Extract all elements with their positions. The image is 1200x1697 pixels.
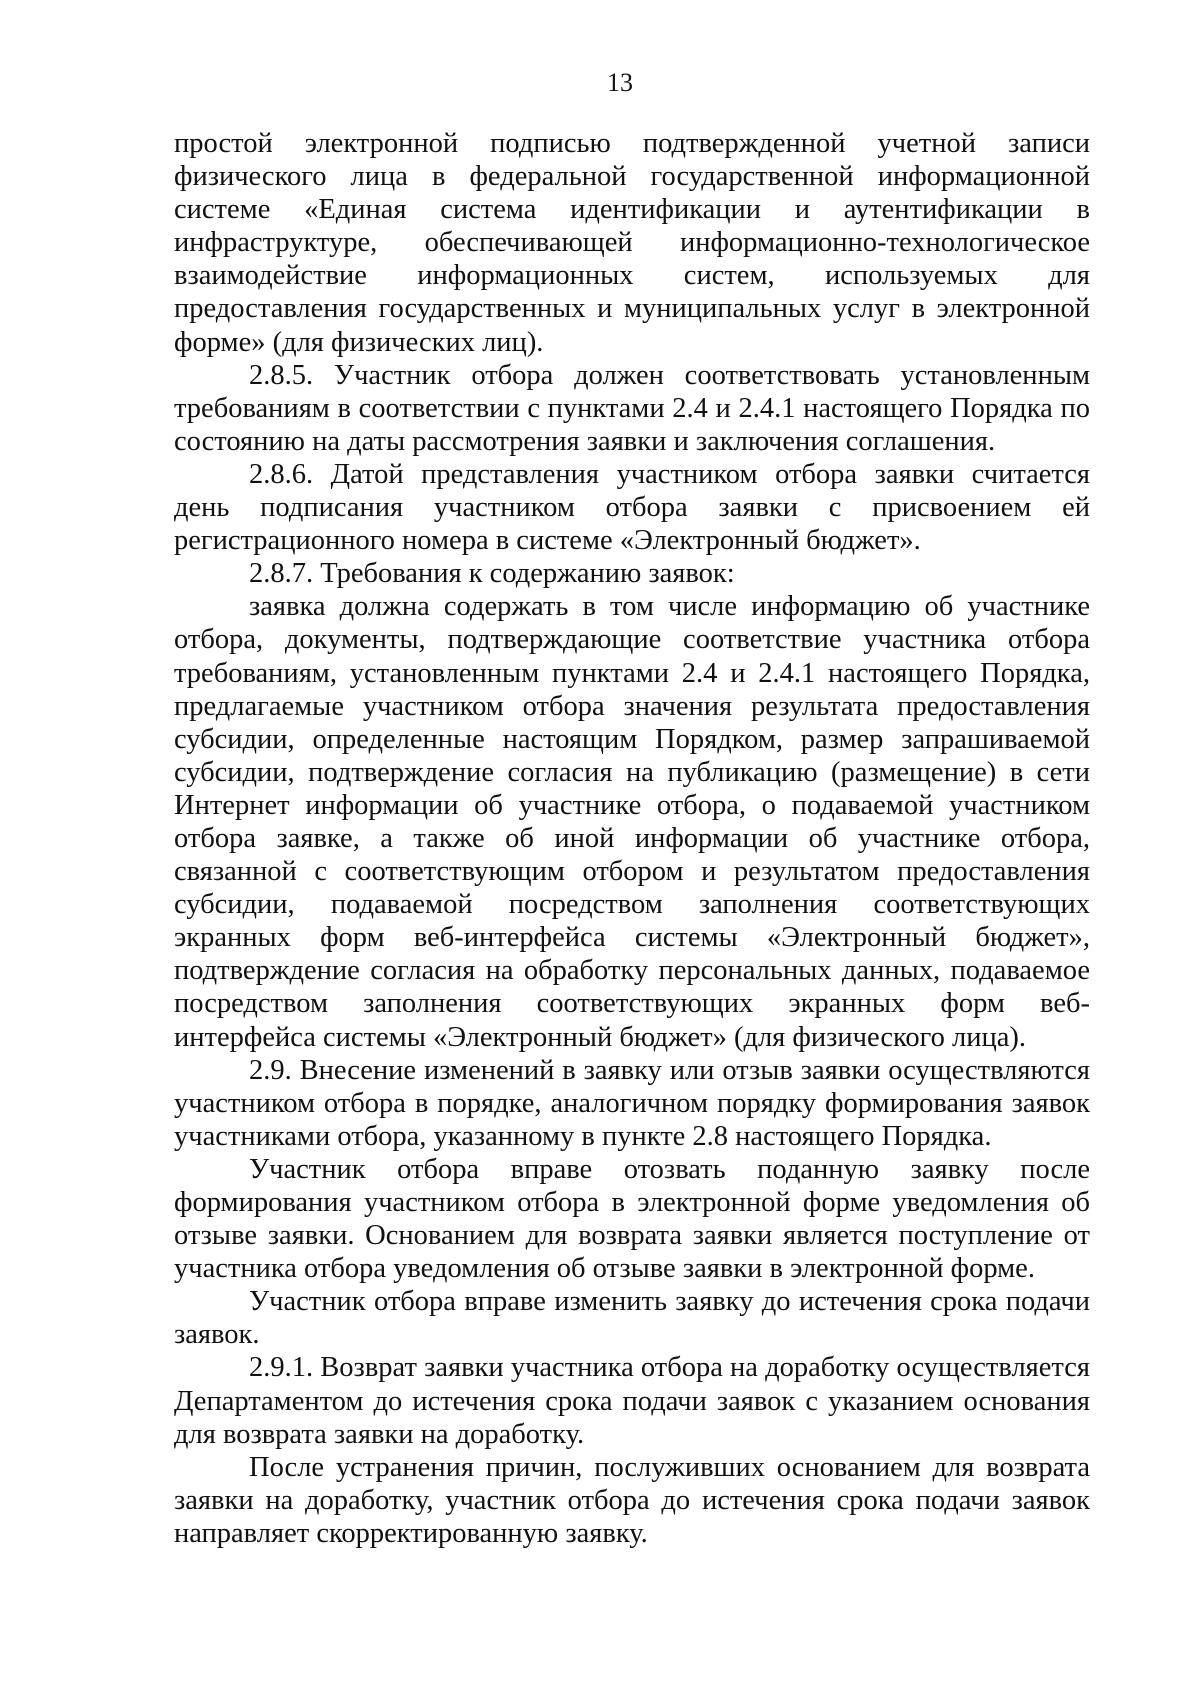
paragraph: После устранения причин, послуживших основанием для возврата заявки на доработку, участник отбора до истечения срока подачи заявок направляет скорректированную заявку. <box>174 1451 1090 1549</box>
paragraph-2-8-6: 2.8.6. Датой представления участником отбора заявки считается день подписания участником отбора заявки с присвоением ей регистрационного номера в системе «Электронный бюджет». <box>174 458 1090 557</box>
paragraph: Участник отбора вправе изменить заявку до истечения срока подачи заявок. <box>174 1286 1090 1351</box>
paragraph-2-8-5: 2.8.5. Участник отбора должен соответствовать установленным требованиям в соответствии с пунктами 2.4 и 2.4.1 настоящего Порядка по состоянию на даты рассмотрения заявки и заключения соглашения. <box>174 359 1090 457</box>
paragraph: простой электронной подписью подтвержденной учетной записи физического лица в федеральной государственной информационной системе «Единая система идентификации и аутентификации в инфраструктуре, обеспечивающей информационно-технологическое взаимодействие информационных систем, используемых для предоставления государственных и муниципальных услуг в электронной форме» (для физических лиц). <box>174 128 1090 358</box>
document-body <box>174 127 1090 1550</box>
paragraph: Участник отбора вправе отозвать поданную заявку после формирования участником отбора в электронной форме уведомления об отзыве заявки. Основанием для возврата заявки является поступление от участника отбора уведомления об отзыве заявки в электронной форме. <box>174 1153 1090 1285</box>
paragraph-2-9-1: 2.9.1. Возврат заявки участника отбора на доработку осуществляется Департаментом до истечения срока подачи заявок с указанием основания для возврата заявки на доработку. <box>174 1352 1090 1450</box>
paragraph-2-8-7: 2.8.7. Требования к содержанию заявок: <box>249 558 735 590</box>
page-number: 13 <box>607 68 633 97</box>
paragraph: заявка должна содержать в том числе информацию об участнике отбора, документы, подтверждающие соответствие участника отбора требованиям, установленным пунктами 2.4 и 2.4.1 настоящего Порядка, предлагаемые участником отбора значения результата предоставления субсидии, определенные настоящим Порядком, размер запрашиваемой субсидии, подтверждение согласия на публикацию (размещение) в сети Интернет информации об участнике отбора, о подаваемой участником отбора заявке, а также об иной информации об участнике отбора, связанной с соответствующим отбором и результатом предоставления субсидии, подаваемой посредством заполнения соответствующих экранных форм веб-интерфейса системы «Электронный бюджет», подтверждение согласия на обработку персональных данных, подаваемое посредством заполнения соответствующих экранных форм веб-интерфейса системы «Электронный бюджет» (для физического лица). <box>174 591 1090 1053</box>
paragraph-2-9: 2.9. Внесение изменений в заявку или отзыв заявки осуществляются участником отбора в порядке, аналогичном порядку формирования заявок участниками отбора, указанному в пункте 2.8 настоящего Порядка. <box>174 1054 1090 1152</box>
